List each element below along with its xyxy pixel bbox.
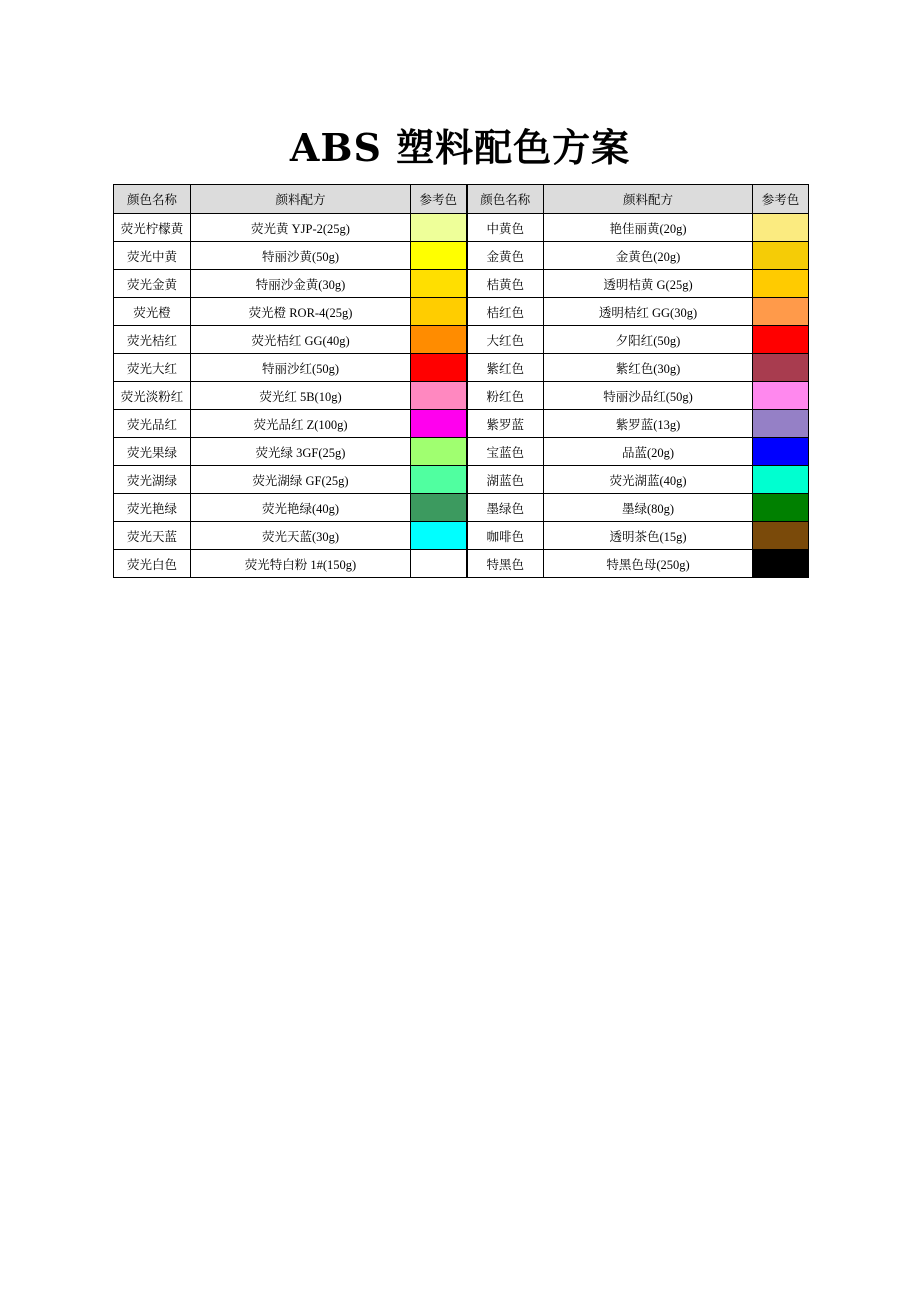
table-row xyxy=(114,494,809,522)
reference-color-cell xyxy=(753,242,809,270)
header-reference-color: 参考色 xyxy=(411,185,467,214)
pigment-formula-cell: 透明茶色(15g) xyxy=(544,522,753,550)
color-swatch xyxy=(411,354,466,381)
reference-color-cell xyxy=(753,550,809,578)
pigment-formula-cell: 透明桔红 GG(30g) xyxy=(544,298,753,326)
table-row xyxy=(114,298,809,326)
color-swatch xyxy=(753,326,808,353)
pigment-formula-cell: 荧光桔红 GG(40g) xyxy=(191,326,411,354)
color-swatch xyxy=(411,298,466,325)
color-name-cell: 大红色 xyxy=(467,326,544,354)
table-row xyxy=(114,522,809,550)
table-row xyxy=(114,410,809,438)
table-row xyxy=(114,214,809,242)
color-swatch xyxy=(411,522,466,549)
pigment-formula-cell: 荧光天蓝(30g) xyxy=(191,522,411,550)
reference-color-cell xyxy=(753,466,809,494)
header-reference-color: 参考色 xyxy=(753,185,809,214)
reference-color-cell xyxy=(411,270,467,298)
color-name-cell: 桔红色 xyxy=(467,298,544,326)
header-pigment-formula: 颜料配方 xyxy=(544,185,753,214)
color-name-cell: 中黄色 xyxy=(467,214,544,242)
reference-color-cell xyxy=(411,494,467,522)
color-name-cell: 荧光中黄 xyxy=(114,242,191,270)
pigment-formula-cell: 荧光湖蓝(40g) xyxy=(544,466,753,494)
pigment-formula-cell: 荧光特白粉 1#(150g) xyxy=(191,550,411,578)
color-name-cell: 荧光橙 xyxy=(114,298,191,326)
color-name-cell: 紫红色 xyxy=(467,354,544,382)
pigment-formula-cell: 夕阳红(50g) xyxy=(544,326,753,354)
color-swatch xyxy=(753,382,808,409)
header-color-name: 颜色名称 xyxy=(467,185,544,214)
color-swatch xyxy=(753,494,808,521)
color-name-cell: 荧光桔红 xyxy=(114,326,191,354)
color-swatch xyxy=(411,382,466,409)
color-swatch xyxy=(411,494,466,521)
color-swatch xyxy=(411,214,466,241)
pigment-formula-cell: 荧光品红 Z(100g) xyxy=(191,410,411,438)
color-swatch xyxy=(753,410,808,437)
reference-color-cell xyxy=(753,354,809,382)
color-swatch xyxy=(411,550,466,577)
table-row xyxy=(114,242,809,270)
color-name-cell: 荧光湖绿 xyxy=(114,466,191,494)
pigment-formula-cell: 荧光黄 YJP-2(25g) xyxy=(191,214,411,242)
reference-color-cell xyxy=(411,410,467,438)
pigment-formula-cell: 金黄色(20g) xyxy=(544,242,753,270)
reference-color-cell xyxy=(411,382,467,410)
table-row xyxy=(114,466,809,494)
header-color-name: 颜色名称 xyxy=(114,185,191,214)
pigment-formula-cell: 荧光绿 3GF(25g) xyxy=(191,438,411,466)
pigment-formula-cell: 荧光红 5B(10g) xyxy=(191,382,411,410)
color-swatch xyxy=(753,438,808,465)
color-name-cell: 紫罗蓝 xyxy=(467,410,544,438)
pigment-formula-cell: 墨绿(80g) xyxy=(544,494,753,522)
color-name-cell: 墨绿色 xyxy=(467,494,544,522)
reference-color-cell xyxy=(753,382,809,410)
table-row xyxy=(114,354,809,382)
color-name-cell: 宝蓝色 xyxy=(467,438,544,466)
color-name-cell: 荧光大红 xyxy=(114,354,191,382)
header-pigment-formula: 颜料配方 xyxy=(191,185,411,214)
reference-color-cell xyxy=(753,522,809,550)
reference-color-cell xyxy=(411,522,467,550)
reference-color-cell xyxy=(411,214,467,242)
reference-color-cell xyxy=(753,298,809,326)
color-name-cell: 荧光品红 xyxy=(114,410,191,438)
pigment-formula-cell: 透明桔黄 G(25g) xyxy=(544,270,753,298)
color-swatch xyxy=(753,354,808,381)
color-swatch xyxy=(753,522,808,549)
color-swatch xyxy=(411,326,466,353)
color-name-cell: 特黑色 xyxy=(467,550,544,578)
color-name-cell: 荧光柠檬黄 xyxy=(114,214,191,242)
pigment-formula-cell: 荧光橙 ROR-4(25g) xyxy=(191,298,411,326)
color-swatch xyxy=(411,270,466,297)
pigment-formula-cell: 荧光湖绿 GF(25g) xyxy=(191,466,411,494)
reference-color-cell xyxy=(411,298,467,326)
color-swatch xyxy=(411,466,466,493)
color-recipe-table xyxy=(113,184,809,578)
color-name-cell: 金黄色 xyxy=(467,242,544,270)
page-title: ABS 塑料配色方案 xyxy=(289,125,631,170)
pigment-formula-cell: 荧光艳绿(40g) xyxy=(191,494,411,522)
reference-color-cell xyxy=(753,410,809,438)
color-name-cell: 湖蓝色 xyxy=(467,466,544,494)
color-swatch xyxy=(753,270,808,297)
reference-color-cell xyxy=(411,438,467,466)
header-row xyxy=(114,185,809,214)
reference-color-cell xyxy=(411,242,467,270)
reference-color-cell xyxy=(753,326,809,354)
table-row xyxy=(114,382,809,410)
pigment-formula-cell: 特丽沙品红(50g) xyxy=(544,382,753,410)
color-swatch xyxy=(753,214,808,241)
reference-color-cell xyxy=(411,354,467,382)
pigment-formula-cell: 紫罗蓝(13g) xyxy=(544,410,753,438)
color-swatch xyxy=(753,298,808,325)
reference-color-cell xyxy=(753,438,809,466)
color-swatch xyxy=(753,550,808,577)
pigment-formula-cell: 特丽沙黄(50g) xyxy=(191,242,411,270)
color-name-cell: 荧光艳绿 xyxy=(114,494,191,522)
pigment-formula-cell: 艳佳丽黄(20g) xyxy=(544,214,753,242)
table-row xyxy=(114,550,809,578)
color-name-cell: 粉红色 xyxy=(467,382,544,410)
color-name-cell: 荧光淡粉红 xyxy=(114,382,191,410)
color-name-cell: 荧光白色 xyxy=(114,550,191,578)
reference-color-cell xyxy=(753,494,809,522)
color-swatch xyxy=(411,242,466,269)
pigment-formula-cell: 特丽沙红(50g) xyxy=(191,354,411,382)
table-row xyxy=(114,326,809,354)
color-name-cell: 荧光金黄 xyxy=(114,270,191,298)
table-row xyxy=(114,438,809,466)
pigment-formula-cell: 特丽沙金黄(30g) xyxy=(191,270,411,298)
color-name-cell: 荧光果绿 xyxy=(114,438,191,466)
color-swatch xyxy=(753,466,808,493)
pigment-formula-cell: 特黑色母(250g) xyxy=(544,550,753,578)
color-swatch xyxy=(411,410,466,437)
reference-color-cell xyxy=(411,326,467,354)
reference-color-cell xyxy=(411,466,467,494)
pigment-formula-cell: 品蓝(20g) xyxy=(544,438,753,466)
reference-color-cell xyxy=(753,270,809,298)
color-name-cell: 荧光天蓝 xyxy=(114,522,191,550)
reference-color-cell xyxy=(753,214,809,242)
table-row xyxy=(114,270,809,298)
reference-color-cell xyxy=(411,550,467,578)
color-name-cell: 桔黄色 xyxy=(467,270,544,298)
color-swatch xyxy=(753,242,808,269)
pigment-formula-cell: 紫红色(30g) xyxy=(544,354,753,382)
color-swatch xyxy=(411,438,466,465)
color-name-cell: 咖啡色 xyxy=(467,522,544,550)
